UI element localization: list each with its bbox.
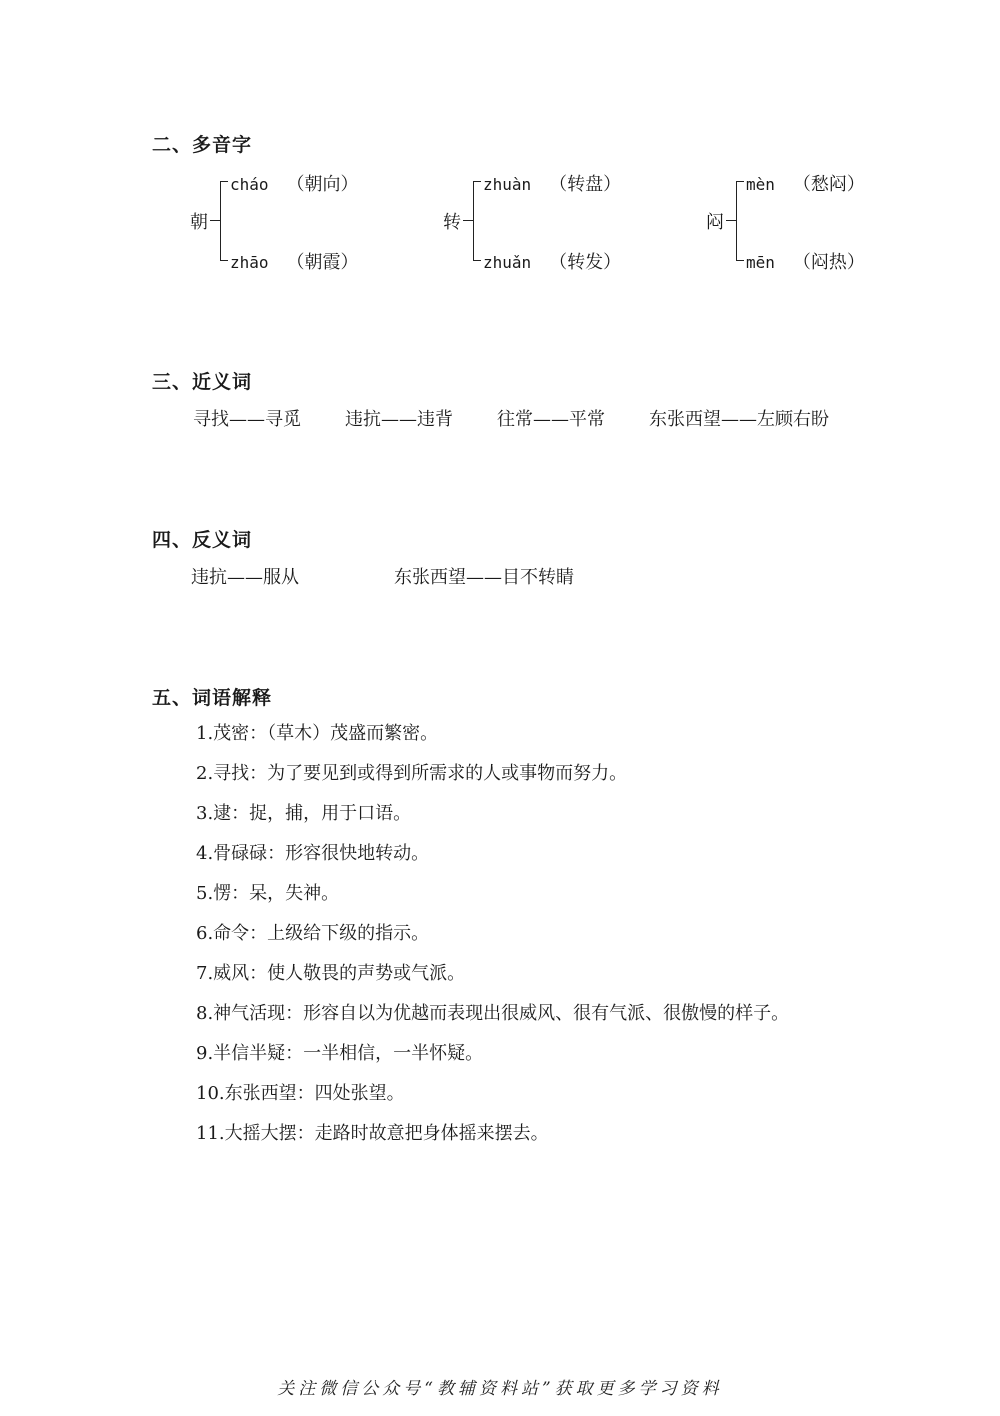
- pinyin: zhuàn: [483, 175, 532, 194]
- pinyin: zhuǎn: [483, 253, 532, 272]
- antonym-pair: 东张西望——目不转睛: [394, 567, 574, 588]
- definition-item: 1.茂密：（草木）茂盛而繁密。: [196, 723, 439, 744]
- brace-stub: [210, 220, 220, 221]
- example-word: （朝向）: [286, 174, 359, 195]
- pinyin: cháo: [230, 175, 269, 194]
- definition-list: [196, 720, 789, 1160]
- synonym-pair: 往常——平常: [497, 409, 605, 430]
- pinyin: zhāo: [230, 253, 269, 272]
- example-word: （朝霞）: [286, 252, 359, 273]
- polyphone-reading: [483, 170, 621, 196]
- synonym-pair: 东张西望——左顾右盼: [649, 409, 829, 430]
- polyphone-char: 闷: [706, 212, 724, 233]
- definition-item: 6.命令：上级给下级的指示。: [196, 923, 430, 944]
- example-word: （转发）: [549, 252, 622, 273]
- section-heading-definitions: 五、词语解释: [152, 687, 273, 709]
- section-heading-antonyms: 四、反义词: [152, 529, 253, 551]
- definition-item: 5.愣：呆，失神。: [196, 883, 340, 904]
- example-word: （转盘）: [549, 174, 622, 195]
- definition-item: 4.骨碌碌：形容很快地转动。: [196, 843, 430, 864]
- brace-bracket: [473, 181, 474, 261]
- brace-bracket: [736, 181, 737, 261]
- section-heading-polyphones: 二、多音字: [152, 134, 253, 156]
- polyphone-reading: [230, 170, 359, 196]
- definition-item: 2.寻找：为了要见到或得到所需求的人或事物而努力。: [196, 763, 628, 784]
- pinyin: mēn: [746, 253, 775, 272]
- definition-item: 9.半信半疑：一半相信，一半怀疑。: [196, 1043, 484, 1064]
- synonym-pair: 寻找——寻觅: [193, 409, 301, 430]
- synonym-pair: 违抗——违背: [345, 409, 453, 430]
- synonym-list: [0, 405, 1000, 435]
- footer-note: 关注微信公众号“教辅资料站”获取更多学习资料: [277, 1379, 723, 1399]
- pinyin: mèn: [746, 175, 775, 194]
- polyphone-reading: [746, 248, 865, 274]
- definition-item: 8.神气活现：形容自以为优越而表现出很威风、很有气派、很傲慢的样子。: [196, 1003, 790, 1024]
- definition-item: 7.威风：使人敬畏的声势或气派。: [196, 963, 466, 984]
- polyphone-reading: [746, 170, 865, 196]
- antonym-pair: 违抗——服从: [191, 567, 299, 588]
- polyphone-reading: [230, 248, 359, 274]
- polyphone-char: 转: [443, 212, 461, 233]
- example-word: （愁闷）: [792, 174, 865, 195]
- section-heading-synonyms: 三、近义词: [152, 371, 253, 393]
- antonym-list: [0, 563, 1000, 593]
- brace-bracket: [220, 181, 221, 261]
- polyphone-char: 朝: [190, 212, 208, 233]
- definition-item: 10.东张西望：四处张望。: [196, 1083, 405, 1104]
- definition-item: 3.逮：捉，捕，用于口语。: [196, 803, 412, 824]
- example-word: （闷热）: [792, 252, 865, 273]
- brace-stub: [726, 220, 736, 221]
- definition-item: 11.大摇大摆：走路时故意把身体摇来摆去。: [196, 1123, 549, 1144]
- brace-stub: [463, 220, 473, 221]
- polyphone-reading: [483, 248, 621, 274]
